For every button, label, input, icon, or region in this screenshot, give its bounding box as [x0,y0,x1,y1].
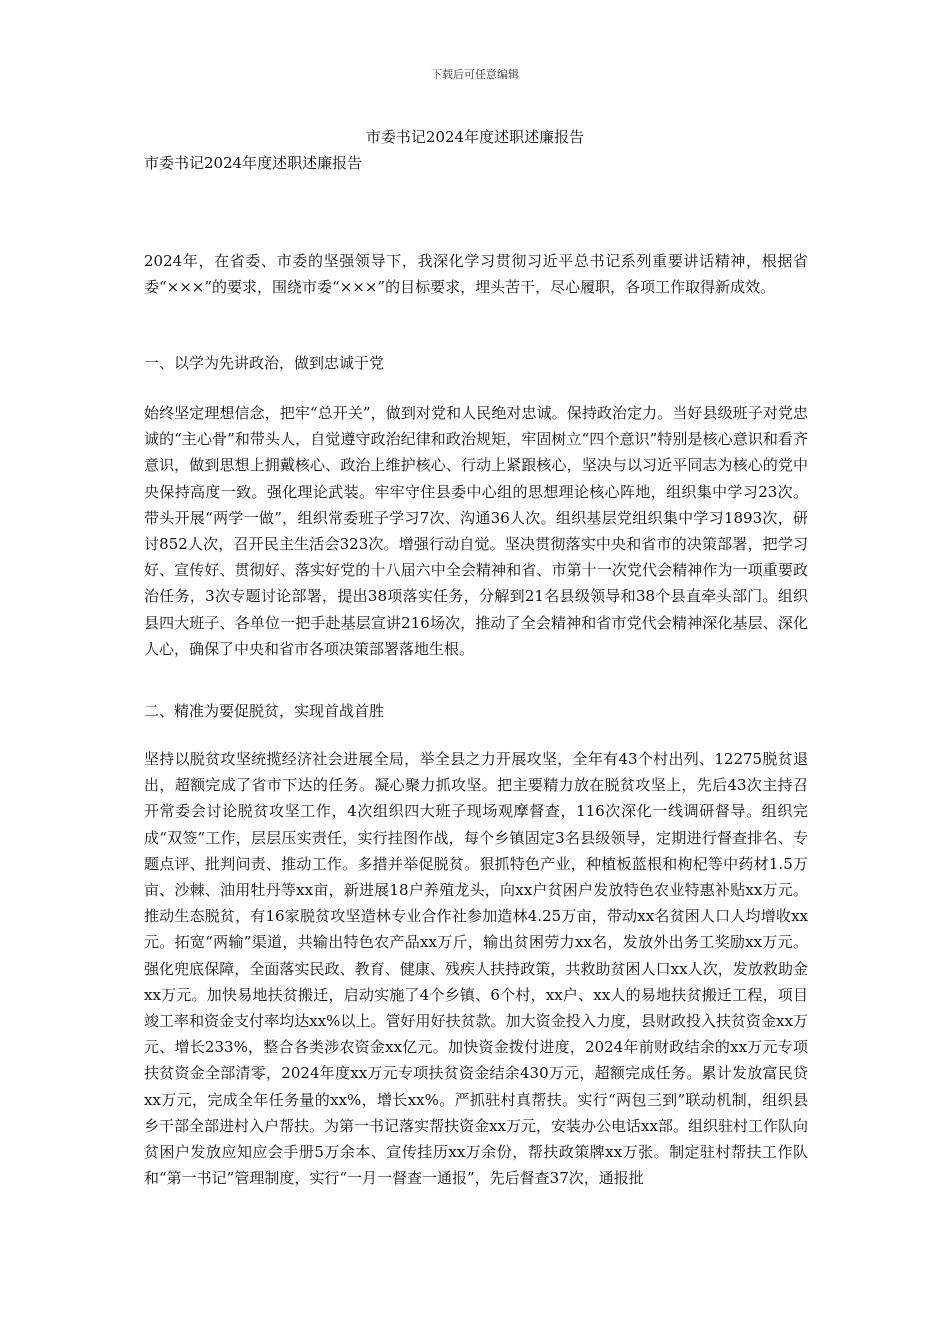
document-title: 市委书记2024年度述职述廉报告 [365,128,585,146]
intro-paragraph: 2024年，在省委、市委的坚强领导下，我深化学习贯彻习近平总书记系列重要讲话精神，根据省委“×××”的要求，围绕市委“×××”的目标要求，埋头苦干，尽心履职，各项工作取得新成效。 [144,252,808,297]
section-paragraph-2: 坚持以脱贫攻坚统揽经济社会进展全局，举全县之力开展攻坚，全年有43个村出列、12275脱贫退出，超额完成了省市下达的任务。凝心聚力抓攻坚。把主要精力放在脱贫攻坚上，先后43次主持召开常委会讨论脱贫攻坚工作，4次组织四大班子现场观摩督查，116次深化一线调研督导。组织完成“双签”工作，层层压实责任，实行挂图作战，每个乡镇固定3名县级领导，定期进行督查排名、专题点评、批判问责、推动工作。多措并举促脱贫。狠抓特色产业，种植板蓝根和枸杞等中药材1.5万亩、沙棘、油用牡丹等xx亩，新进展18户养殖龙头，向xx户贫困户发放特色农业特惠补贴xx万元。推动生态脱贫，有16家脱贫攻坚造林专业合作社参加造林4.25万亩，带动xx名贫困人口人均增收xx元。拓宽“两输”渠道，共输出特色农产品xx万斤，输出贫困劳力xx名，发放外出务工奖励xx万元。强化兜底保障，全面落实民政、教育、健康、残疾人扶持政策，共救助贫困人口xx人次，发放救助金xx万元。加快易地扶贫搬迁，启动实施了4个乡镇、6个村，xx户、xx人的易地扶贫搬迁工程，项目竣工率和资金支付率均达xx%以上。管好用好扶贫款。加大资金投入力度，县财政投入扶贫资金xx万元、增长233%，整合各类涉农资金xx亿元。加快资金拨付进度，2024年前财政结余的xx万元专项扶贫资金全部清零，2024年度xx万元专项扶贫资金结余430万元，超额完成任务。累计发放富民贷xx万元，完成全年任务量的xx%，增长xx%。严抓驻村真帮扶。实行“两包三到”联动机制，组织县乡干部全部进村入户帮扶。为第一书记落实帮扶资金xx万元，安装办公电话xx部。组织驻村工作队向贫困户发放应知应会手册5万余本、宣传挂历xx万余份，帮扶政策牌xx万张。制定驻村帮扶工作队和“第一书记”管理制度，实行“一月一督查一通报”，先后督查37次，通报批 [144,750,808,1188]
section-heading-1: 一、以学为先讲政治，做到忠诚于党 [144,354,385,372]
section-paragraph-1: 始终坚定理想信念，把牢“总开关”，做到对党和人民绝对忠诚。保持政治定力。当好县级班子对党忠诚的“主心骨”和带头人，自觉遵守政治纪律和政治规矩，牢固树立“四个意识”特别是核心意识和看齐意识，做到思想上拥戴核心、政治上维护核心、行动上紧跟核心，坚决与以习近平同志为核心的党中央保持高度一致。强化理论武装。牢牢守住县委中心组的思想理论核心阵地，组织集中学习23次。带头开展“两学一做”，组织常委班子学习7次、沟通36人次。组织基层党组织集中学习1893次，研讨852人次，召开民主生活会323次。增强行动自觉。坚决贯彻落实中央和省市的决策部署，把学习好、宣传好、贯彻好、落实好党的十八届六中全会精神和省、市第十一次党代会精神作为一项重要政治任务，3次专题讨论部署，提出38项落实任务，分解到21名县级领导和38个县直牵头部门。组织县四大班子、各单位一把手赴基层宣讲216场次，推动了全会精神和省市党代会精神深化基层、深化人心，确保了中央和省市各项决策部署落地生根。 [144,404,808,658]
section-heading-2: 二、精准为要促脱贫，实现首战首胜 [144,702,385,720]
download-note: 下载后可任意编辑 [431,68,519,81]
document-subtitle: 市委书记2024年度述职述廉报告 [144,154,363,172]
